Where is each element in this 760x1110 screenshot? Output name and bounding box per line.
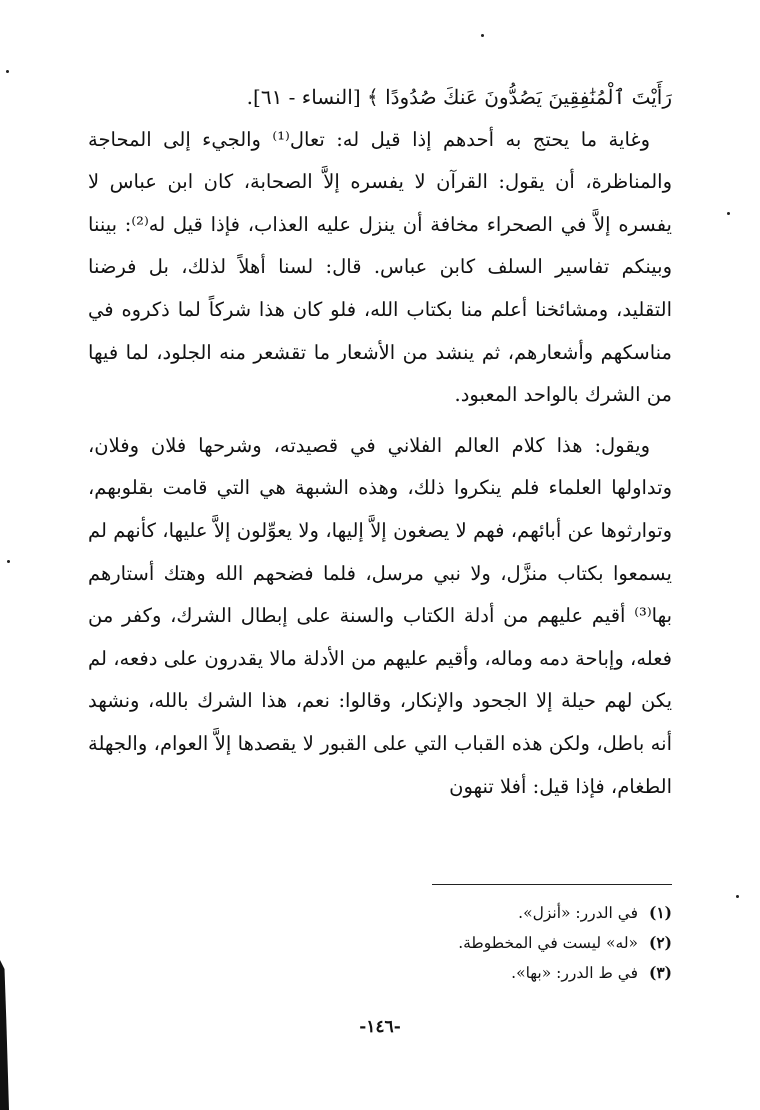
scan-speck — [736, 895, 739, 898]
page-number: -١٤٦- — [359, 1017, 401, 1037]
footnote-item — [272, 958, 672, 988]
paragraph: ويقول: هذا كلام العالم الفلاني في قصيدته، وشرحها فلان وفلان، وتداولها العلماء فلم ينكروا ذلك، وهذه الشبهة هي التي قامت بقلوبهم، وتوارثوها عن أبائهم، فهم لا يصغون إلاَّ إليها، ولا يعوِّلون إلاَّ عليها، كأنهم لم يسمعوا بكتاب منزَّل، ولا نبي مرسل، فلما فضحهم الله وهتك أستارهم بها⁽³⁾ أقيم عليهم من أدلة الكتاب والسنة على إبطال الشرك، وكفر من فعله، وإباحة دمه وماله، وأقيم عليهم من الأدلة مالا يقدرون على دفعه، لم يكن لهم حيلة إلا الجحود والإنكار، وقالوا: نعم، هذا الشرك بالله، ونشهد أنه باطل، ولكن هذه القباب التي على القبور لا يقصدها إلاَّ العوام، والجهلة الطغام، فإذا قيل: أفلا تنهون — [88, 433, 672, 798]
footnote-number: (٢) — [648, 933, 672, 952]
footnote-separator — [432, 884, 672, 885]
footnotes — [272, 898, 672, 988]
footnote-number: (١) — [648, 903, 672, 922]
footnote-number: (٣) — [648, 963, 672, 982]
footnote-text: في الدرر: «أنزل». — [518, 904, 639, 922]
footnote-text: «له» ليست في المخطوطة. — [458, 934, 639, 952]
scan-speck — [481, 34, 484, 37]
scan-edge-shadow — [0, 960, 9, 1110]
footnote-text: في ط الدرر: «بها». — [511, 964, 639, 982]
footnote-item — [272, 928, 672, 958]
footnote-item — [272, 898, 672, 928]
scan-speck — [6, 70, 9, 73]
main-text — [88, 76, 672, 808]
scan-speck — [727, 212, 730, 215]
quran-verse-line: رَأَيْتَ ٱلْمُنَٰفِقِينَ يَصُدُّونَ عَنكَ صُدُودًا ﴾ [النساء - ٦١]. — [246, 85, 672, 109]
paragraph: وغاية ما يحتج به أحدهم إذا قيل له: تعال⁽¹⁾ والجيء إلى المحاجة والمناظرة، أن يقول: القرآن لا يفسره إلاَّ الصحابة، كان ابن عباس لا يفسره إلاَّ في الصحراء مخافة أن ينزل عليه العذاب، فإذا قيل له⁽²⁾: بيننا وبينكم تفاسير السلف كابن عباس. قال: لسنا أهلاً لذلك، بل فرضنا التقليد، ومشائخنا أعلم منا بكتاب الله، فلو كان هذا شركاً لما ذكروه في مناسكهم وأشعارهم، ثم ينشد من الأشعار ما تقشعر منه الجلود، لما فيها من الشرك بالواحد المعبود. — [88, 127, 672, 407]
scan-speck — [7, 560, 10, 563]
